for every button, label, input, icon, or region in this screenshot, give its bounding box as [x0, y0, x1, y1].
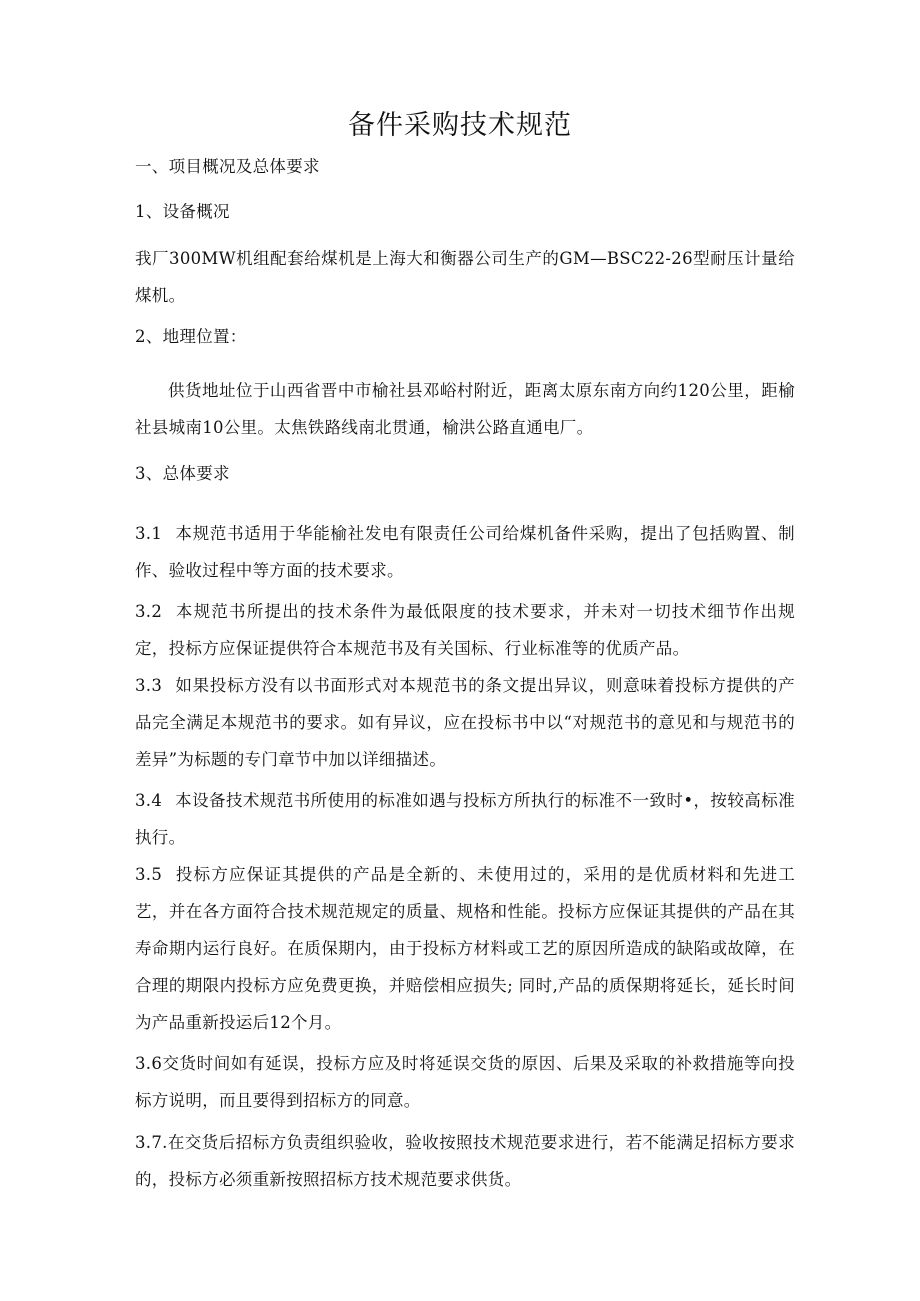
clause-3-6: [135, 1045, 795, 1119]
subsection-heading-equipment: 1、设备概况: [135, 202, 230, 221]
clause-text: 本规范书所提出的技术条件为最低限度的技术要求，并未对一切技术细节作出规定，投标方应保证提供符合本规范书及有关国标、行业标准等的优质产品。: [135, 602, 795, 658]
equipment-paragraph: 我厂300MW机组配套给煤机是上海大和衡器公司生产的GM—BSC22-26型耐压计量给煤机。: [135, 249, 795, 305]
subsection-heading-requirements: 3、总体要求: [135, 464, 230, 483]
clause-3-7: [135, 1124, 795, 1198]
clause-text: 3.6交货时间如有延误，投标方应及时将延误交货的原因、后果及采取的补救措施等向投标方说明，而且要得到招标方的同意。: [135, 1054, 795, 1110]
clause-number: 3.5: [135, 865, 163, 884]
clause-3-1: [135, 515, 795, 589]
clause-text: 本设备技术规范书所使用的标准如遇与投标方所执行的标准不一致时•，按较高标准执行。: [135, 791, 795, 847]
location-paragraph: 供货地址位于山西省晋中市榆社县邓峪村附近，距离太原东南方向约120公里，距榆社县城南10公里。太焦铁路线南北贯通，榆洪公路直通电厂。: [135, 381, 795, 437]
clause-number: 3.1: [135, 524, 163, 543]
clause-text: 3.7.在交货后招标方负责组织验收，验收按照技术规范要求进行，若不能满足招标方要求的，投标方必须重新按照招标方技术规范要求供货。: [135, 1133, 795, 1189]
clause-3-3: [135, 667, 795, 778]
clause-number: 3.3: [135, 676, 163, 695]
document-title: 备件采购技术规范: [348, 110, 572, 141]
clause-3-2: [135, 593, 795, 667]
subsection-heading-location: 2、地理位置：: [135, 327, 247, 346]
clause-3-5: [135, 856, 795, 1041]
clause-number: 3.2: [135, 602, 163, 621]
clause-text: 如果投标方没有以书面形式对本规范书的条文提出异议，则意味着投标方提供的产品完全满足本规范书的要求。如有异议，应在投标书中以“对规范书的意见和与规范书的差异”为标题的专门章节中加以详细描述。: [135, 676, 795, 769]
clause-3-4: [135, 782, 795, 856]
section-heading-overview: 一、项目概况及总体要求: [135, 157, 320, 176]
clause-text: 投标方应保证其提供的产品是全新的、未使用过的，采用的是优质材料和先进工艺，并在各方面符合技术规范规定的质量、规格和性能。投标方应保证其提供的产品在其寿命期内运行良好。在质保期内，由于投标方材料或工艺的原因所造成的缺陷或故障，在合理的期限内投标方应免费更换，并赔偿相应损失; 同时,产品的质保期将延长，延长时间为产品重新投运后12个月。: [135, 865, 795, 1032]
clause-text: 本规范书适用于华能榆社发电有限责任公司给煤机备件采购，提出了包括购置、制作、验收过程中等方面的技术要求。: [135, 524, 795, 580]
clause-number: 3.4: [135, 791, 163, 810]
